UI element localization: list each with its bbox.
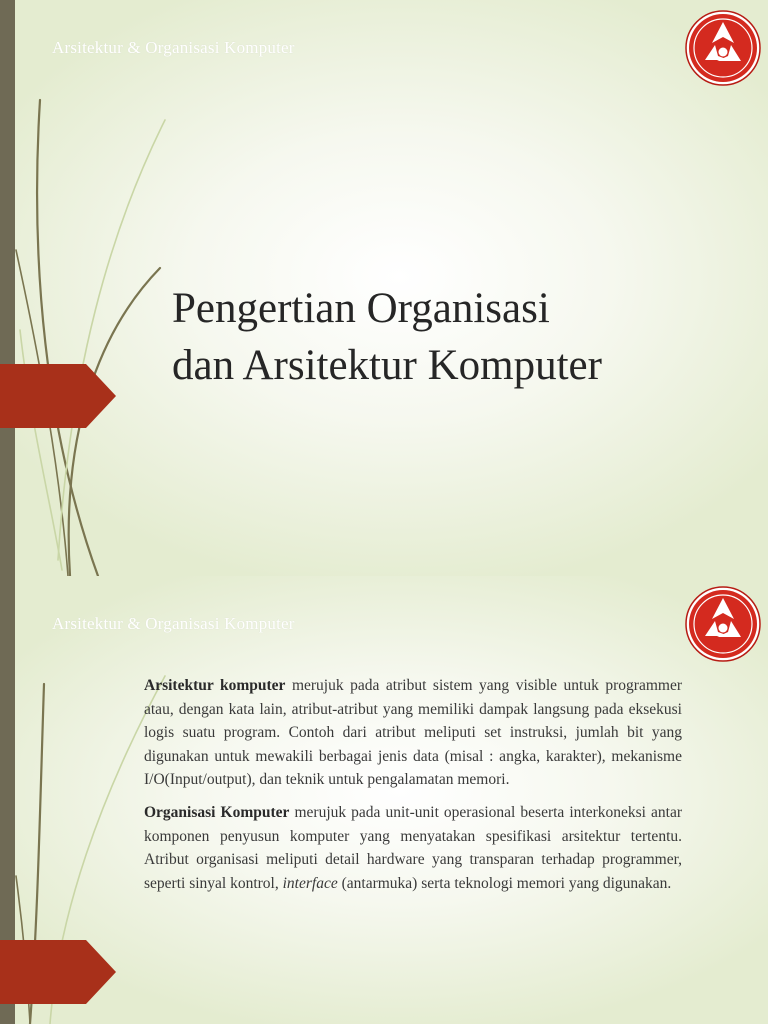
decorative-grass-lines <box>0 0 200 576</box>
title-line-1: Pengertian Organisasi <box>172 285 550 332</box>
organization-text-b: (antarmuka) serta teknologi memori yang digunakan. <box>337 874 672 892</box>
footer-title: Arsitektur & Organisasi Komputer <box>52 614 295 633</box>
footer-title: Arsitektur & Organisasi Komputer <box>52 38 295 57</box>
term-architecture: Arsitektur komputer <box>144 677 286 694</box>
architecture-text: merujuk pada atribut sistem yang visible untuk programmer atau, dengan kata lain, atribut-atribut yang memiliki dampak langsung pada eksekusi logis suatu program. Contoh dari atribut meliputi set instruksi, jumlah bit yang digunakan untuk mewakili berbagai jenis data (misal : angka, karakter), mekanisme I/O(Input/output), dan teknik untuk pengalamatan memori. <box>144 677 682 789</box>
red-arrow-marker <box>0 940 116 1004</box>
organization-text-a: merujuk pada unit-unit operasional beserta interkoneksi antar komponen penyusun komputer yang menyatakan spesifikasi arsitektur tertentu. Atribut organisasi meliputi detail hardware yang transparan terhadap programmer, seperti sinyal kontrol, <box>144 803 682 892</box>
paragraph-architecture <box>144 674 682 792</box>
title-line-2: dan Arsitektur Komputer <box>172 342 602 389</box>
slide-definitions <box>0 576 768 1024</box>
slide-title-text <box>172 280 752 394</box>
term-organization: Organisasi Komputer <box>144 803 290 821</box>
university-logo-icon <box>685 586 761 662</box>
paragraph-organization <box>144 801 682 895</box>
interface-term: interface <box>282 874 338 892</box>
red-arrow-marker <box>0 364 116 428</box>
definitions-body <box>144 674 682 904</box>
university-logo-icon <box>685 10 761 86</box>
